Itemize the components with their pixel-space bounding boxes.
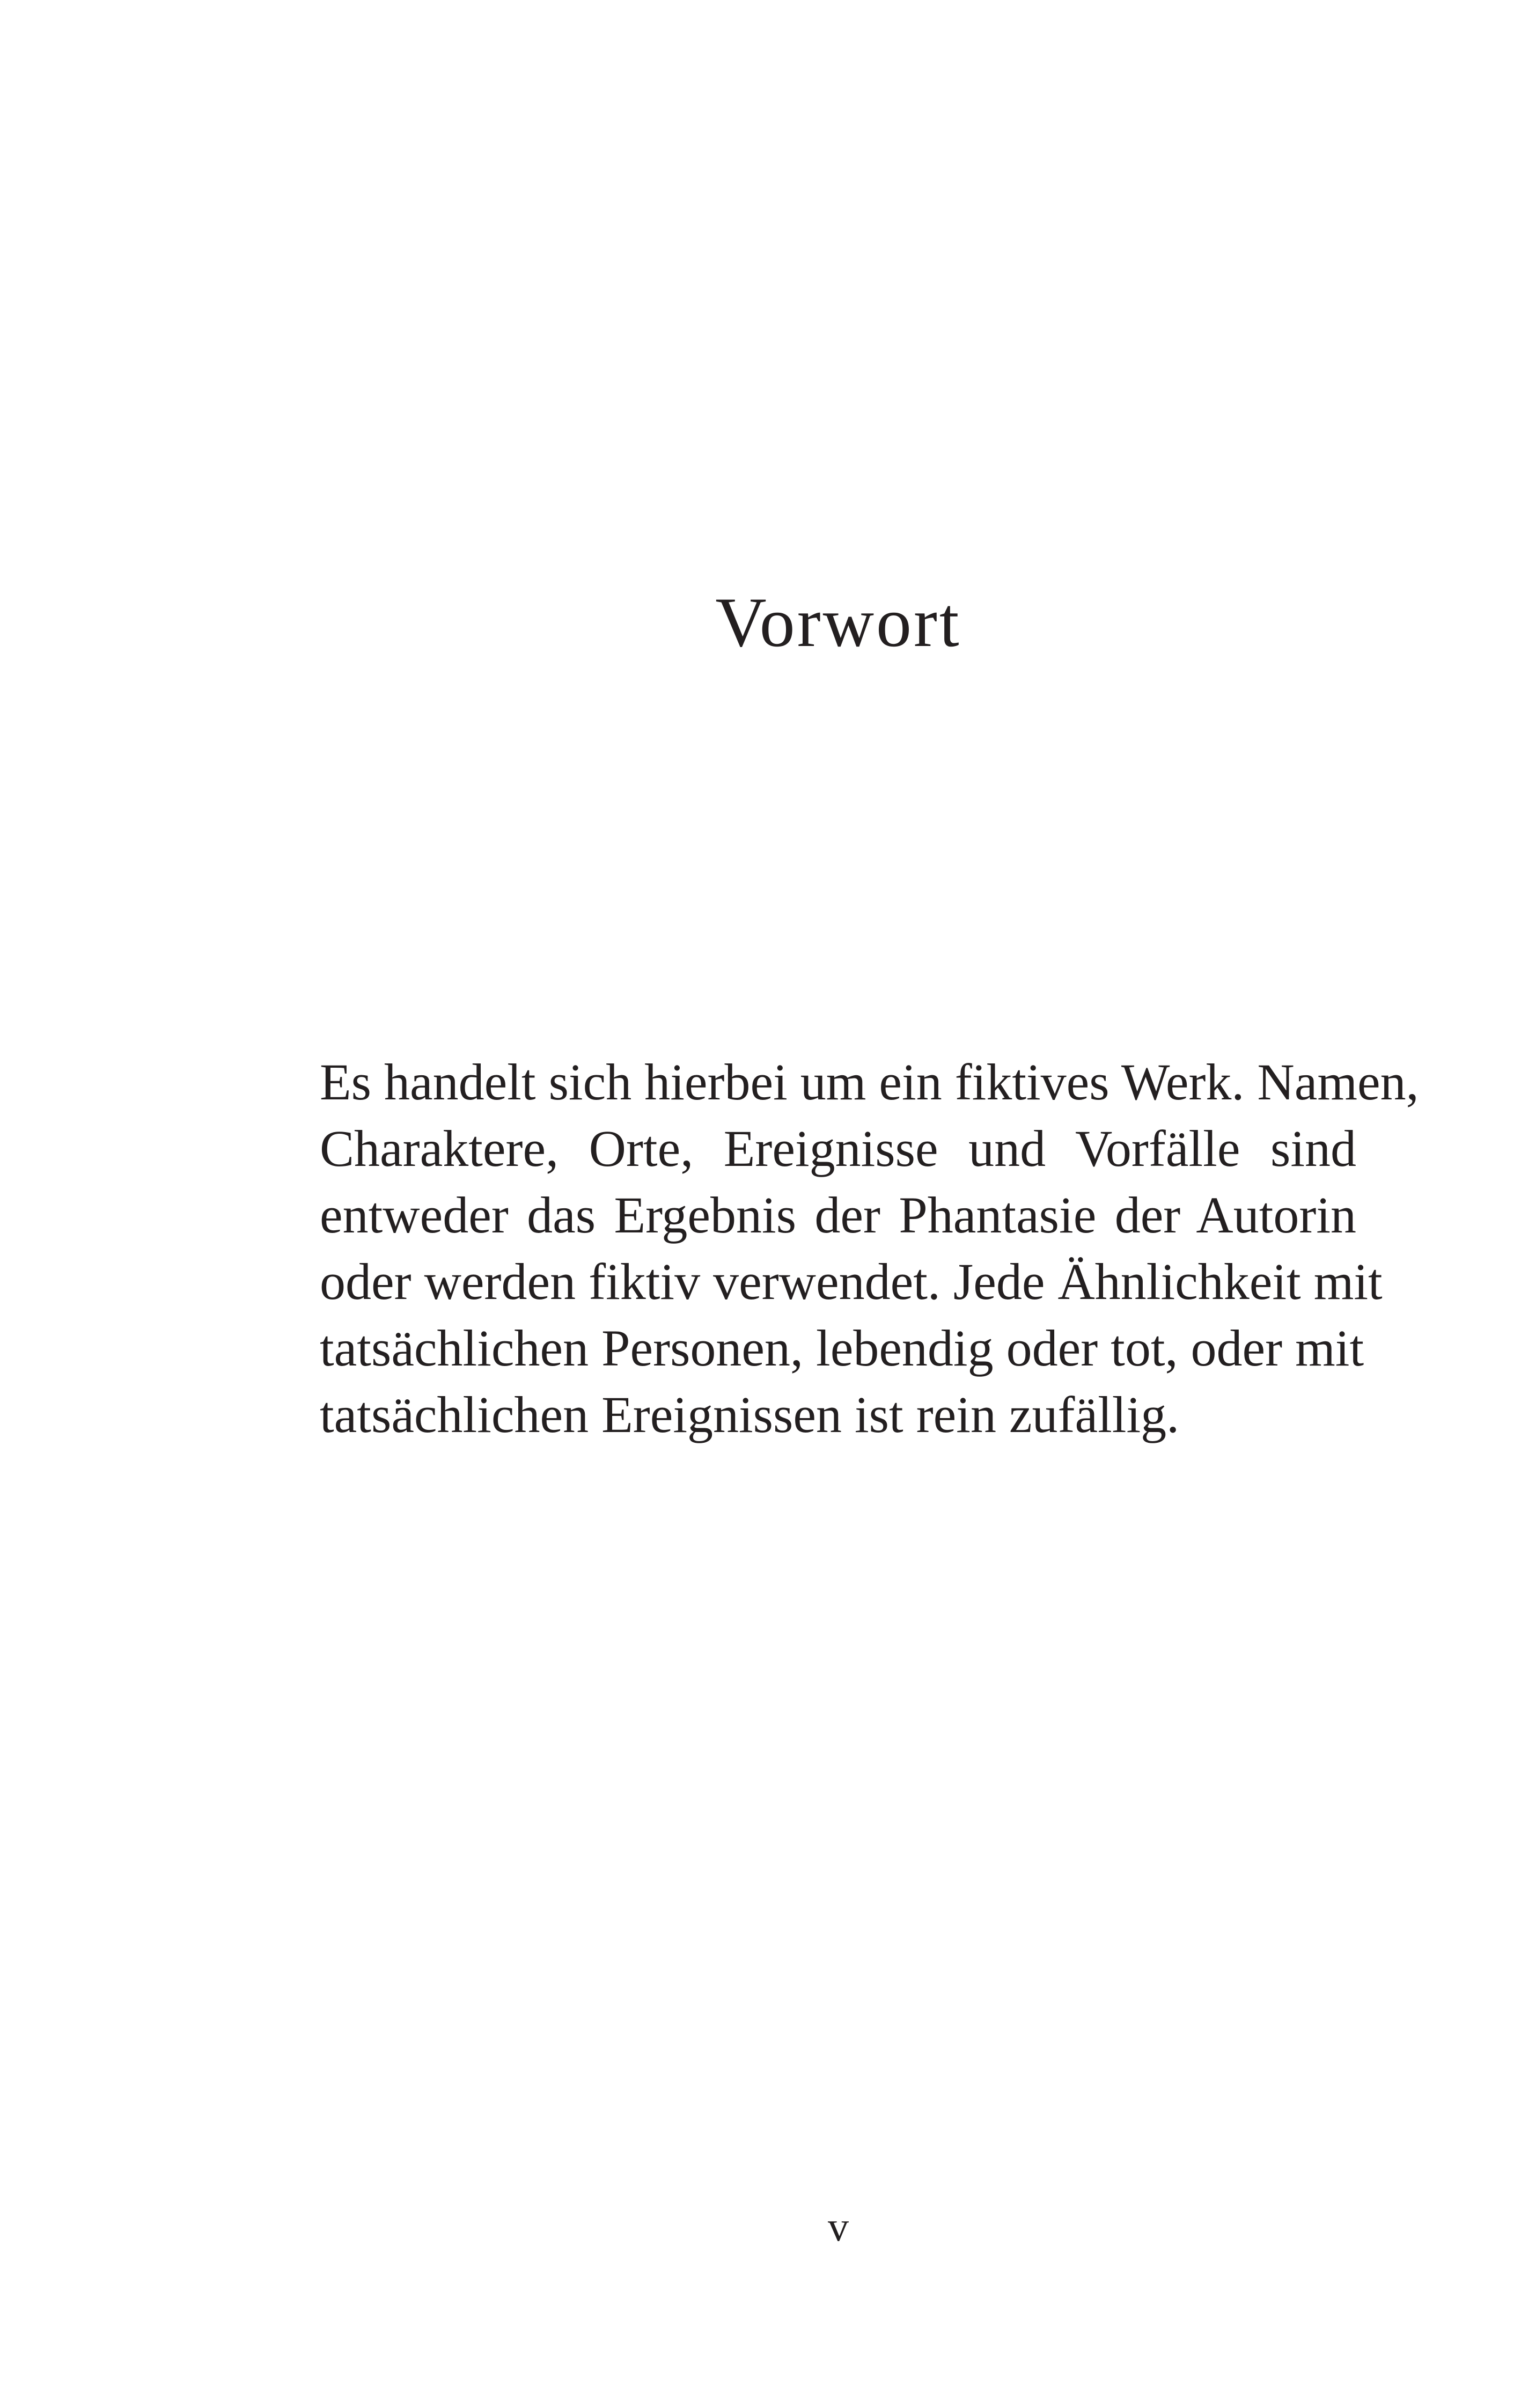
page-title: Vorwort bbox=[715, 583, 961, 662]
paragraph-line: Es handelt sich hierbei um ein fiktives Werk. Namen, bbox=[320, 1053, 1419, 1111]
paragraph-line: tatsächlichen Personen, lebendig oder tot, oder mit bbox=[320, 1319, 1364, 1377]
page-number: v bbox=[828, 2203, 849, 2250]
paragraph-line: tatsächlichen Ereignissen ist rein zufällig. bbox=[320, 1386, 1180, 1443]
paragraph-line: Charaktere, Orte, Ereignisse und Vorfälle sind bbox=[320, 1120, 1356, 1177]
paragraph-line: oder werden fiktiv verwendet. Jede Ähnlichkeit mit bbox=[320, 1253, 1383, 1310]
disclaimer-paragraph bbox=[320, 1049, 1419, 1448]
paragraph-line: entweder das Ergebnis der Phantasie der Autorin bbox=[320, 1186, 1356, 1244]
